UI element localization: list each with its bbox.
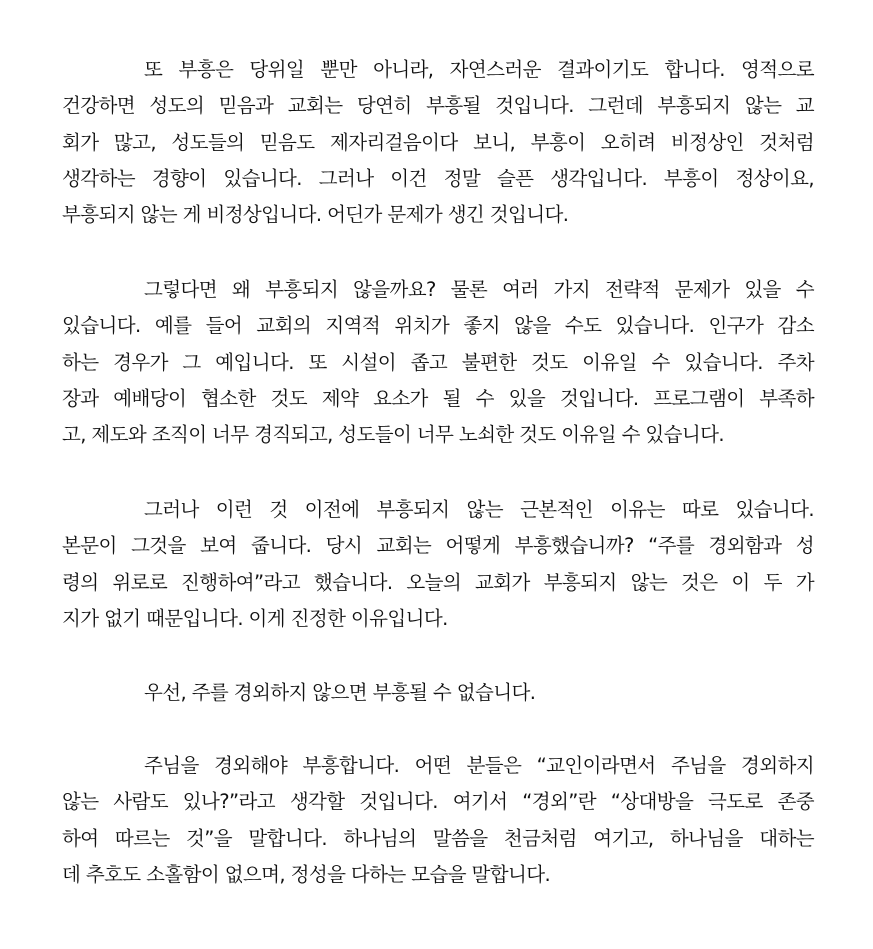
paragraph-line: 그렇다면 왜 부흥되지 않을까요? 물론 여러 가지 전략적 문제가 있을 수 <box>144 278 814 301</box>
paragraph-line: 회가 많고, 성도들의 믿음도 제자리걸음이다 보니, 부흥이 오히려 비정상인 것처럼 <box>62 130 814 154</box>
paragraph-5 <box>62 748 814 893</box>
paragraph-line: 않는 사람도 있나?”라고 생각할 것입니다. 여기서 “경외”란 “상대방을 극도로 존중 <box>62 790 814 814</box>
paragraph-line: 우선, 주를 경외하지 않으면 부흥될 수 없습니다. <box>144 681 536 704</box>
paragraph-line: 그러나 이런 것 이전에 부흥되지 않는 근본적인 이유는 따로 있습니다. <box>144 498 814 521</box>
paragraph-line: 령의 위로로 진행하여”라고 했습니다. 오늘의 교회가 부흥되지 않는 것은 이 두 가 <box>62 570 814 594</box>
paragraph-line: 하는 경우가 그 예입니다. 또 시설이 좁고 불편한 것도 이유일 수 있습니다. 주차 <box>62 350 814 374</box>
paragraph-1 <box>62 52 814 233</box>
paragraph-line: 지가 없기 때문입니다. 이게 진정한 이유입니다. <box>62 606 448 630</box>
paragraph-line: 주님을 경외해야 부흥합니다. 어떤 분들은 “교인이라면서 주님을 경외하지 <box>144 754 814 777</box>
paragraph-line: 본문이 그것을 보여 줍니다. 당시 교회는 어떻게 부흥했습니까? “주를 경외함과 성 <box>62 534 814 558</box>
paragraph-2 <box>62 272 814 453</box>
paragraph-line: 데 추호도 소홀함이 없으며, 정성을 다하는 모습을 말합니다. <box>62 862 551 886</box>
paragraph-line: 또 부흥은 당위일 뿐만 아니라, 자연스러운 결과이기도 합니다. 영적으로 <box>144 58 814 81</box>
paragraph-line: 건강하면 성도의 믿음과 교회는 당연히 부흥될 것입니다. 그런데 부흥되지 않는 교 <box>62 94 814 118</box>
paragraph-line: 있습니다. 예를 들어 교회의 지역적 위치가 좋지 않을 수도 있습니다. 인구가 감소 <box>62 314 814 338</box>
paragraph-line: 하여 따르는 것”을 말합니다. 하나님의 말씀을 천금처럼 여기고, 하나님을 대하는 <box>62 826 814 850</box>
paragraph-line: 부흥되지 않는 게 비정상입니다. 어딘가 문제가 생긴 것입니다. <box>62 203 569 227</box>
paragraph-line: 장과 예배당이 협소한 것도 제약 요소가 될 수 있을 것입니다. 프로그램이 부족하 <box>62 386 814 410</box>
paragraph-3 <box>62 492 814 637</box>
paragraph-line: 고, 제도와 조직이 너무 경직되고, 성도들이 너무 노쇠한 것도 이유일 수 있습니다. <box>62 423 724 447</box>
paragraph-line: 생각하는 경향이 있습니다. 그러나 이건 정말 슬픈 생각입니다. 부흥이 정상이요, <box>62 166 814 190</box>
paragraph-4 <box>62 675 814 711</box>
